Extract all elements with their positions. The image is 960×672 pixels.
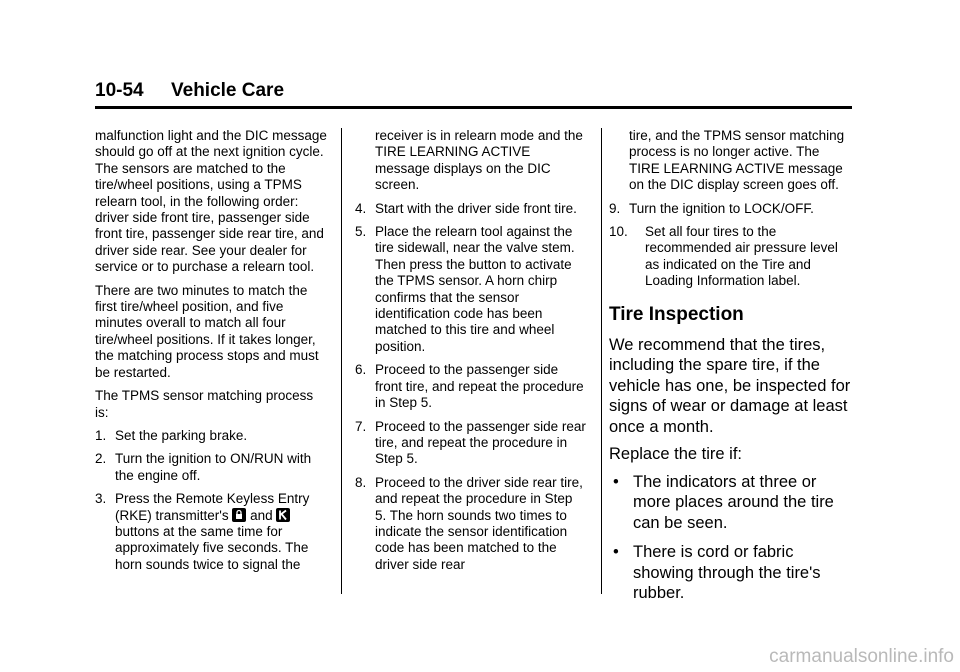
- step-text: Turn the ignition to ON/RUN with the engine off.: [115, 451, 312, 483]
- step-number: 7.: [355, 418, 367, 434]
- step-number: 10.: [609, 224, 628, 240]
- bullet-item: [609, 472, 852, 534]
- step-9: [609, 201, 852, 217]
- step-number: 4.: [355, 200, 367, 216]
- step-text: buttons at the same time for approximately five seconds. The horn sounds twice to signal the: [115, 523, 309, 572]
- step-text: Turn the ignition to LOCK/OFF.: [629, 200, 814, 216]
- bullet-text: The indicators at three or more places around the tire can be seen.: [633, 472, 834, 532]
- page-header: [95, 80, 852, 109]
- step-number: 9.: [609, 200, 621, 216]
- bullet-icon: •: [613, 543, 619, 562]
- step-text: Proceed to the passenger side rear tire, and repeat the procedure in Step 5.: [375, 418, 586, 467]
- column-3: [609, 128, 852, 613]
- paragraph: There are two minutes to match the first tire/wheel position, and five minutes overall to match all four tire/wheel positions. If it takes longer, the matching process stops and must be restarted.: [95, 282, 319, 380]
- paragraph: We recommend that the tires, including the spare tire, if the vehicle has one, be inspected for signs of wear or damage at least once a month.: [609, 335, 851, 436]
- step-3: [95, 491, 327, 573]
- step-text: Set the parking brake.: [115, 427, 248, 443]
- step-5: [355, 224, 587, 355]
- step-text: Set all four tires to the recommended air pressure level as indicated on the Tire and Loading Information label.: [645, 224, 838, 289]
- step-text: Proceed to the driver side rear tire, and repeat the procedure in Step 5. The horn sounds two times to indicate the sensor identification code has been matched to the driver side rear: [375, 474, 583, 572]
- step-number: 6.: [355, 362, 367, 378]
- column-divider: [601, 128, 602, 594]
- paragraph: receiver is in relearn mode and the TIRE LEARNING ACTIVE message displays on the DIC screen.: [375, 128, 583, 193]
- paragraph: tire, and the TPMS sensor matching process is no longer active. The TIRE LEARNING ACTIVE message on the DIC display screen goes off.: [629, 128, 845, 193]
- bullet-text: There is cord or fabric showing through the tire's rubber.: [633, 543, 821, 603]
- step-1: [95, 428, 327, 444]
- step-4: [355, 201, 587, 217]
- step-number: 8.: [355, 474, 367, 490]
- step-number: 2.: [95, 451, 107, 467]
- bullet-icon: •: [613, 472, 619, 491]
- remote-start-key-icon: [276, 508, 290, 522]
- section-heading: Tire Inspection: [609, 303, 744, 325]
- column-2: [355, 128, 587, 580]
- step-6: [355, 362, 587, 411]
- paragraph: malfunction light and the DIC message should go off at the next ignition cycle. The sensors are matched to the tire/wheel positions, using a TPMS relearn tool, in the following order: driver side front tire, passenger side front tire, passenger side rear tire, and driver side rear. See your dealer for service or to purchase a relearn tool.: [95, 128, 327, 275]
- section-title: Vehicle Care: [171, 80, 285, 101]
- paragraph: The TPMS sensor matching process is:: [95, 388, 314, 420]
- step-text: Place the relearn tool against the tire sidewall, near the valve stem. Then press the button to activate the TPMS sensor. A horn chirp confirms that the sensor identification code has been matched to this tire and wheel position.: [375, 224, 575, 354]
- step-8: [355, 475, 587, 573]
- step-text: Start with the driver side front tire.: [375, 200, 577, 216]
- step-text: and: [250, 507, 273, 523]
- step-text: Press the Remote Keyless Entry (RKE) transmitter's: [115, 491, 310, 523]
- column-divider: [341, 128, 342, 594]
- bullet-item: [609, 542, 852, 604]
- step-2: [95, 451, 327, 484]
- step-number: 5.: [355, 224, 367, 240]
- step-text: Proceed to the passenger side front tire, and repeat the procedure in Step 5.: [375, 362, 584, 411]
- lock-key-icon: [232, 508, 246, 522]
- step-number: 3.: [95, 491, 107, 507]
- column-1: [95, 128, 327, 580]
- step-number: 1.: [95, 427, 107, 443]
- watermark: carmanualsonline.info: [769, 646, 954, 667]
- page-number: 10-54: [95, 80, 144, 101]
- step-10: [609, 224, 852, 290]
- paragraph: Replace the tire if:: [609, 445, 742, 464]
- step-7: [355, 419, 587, 468]
